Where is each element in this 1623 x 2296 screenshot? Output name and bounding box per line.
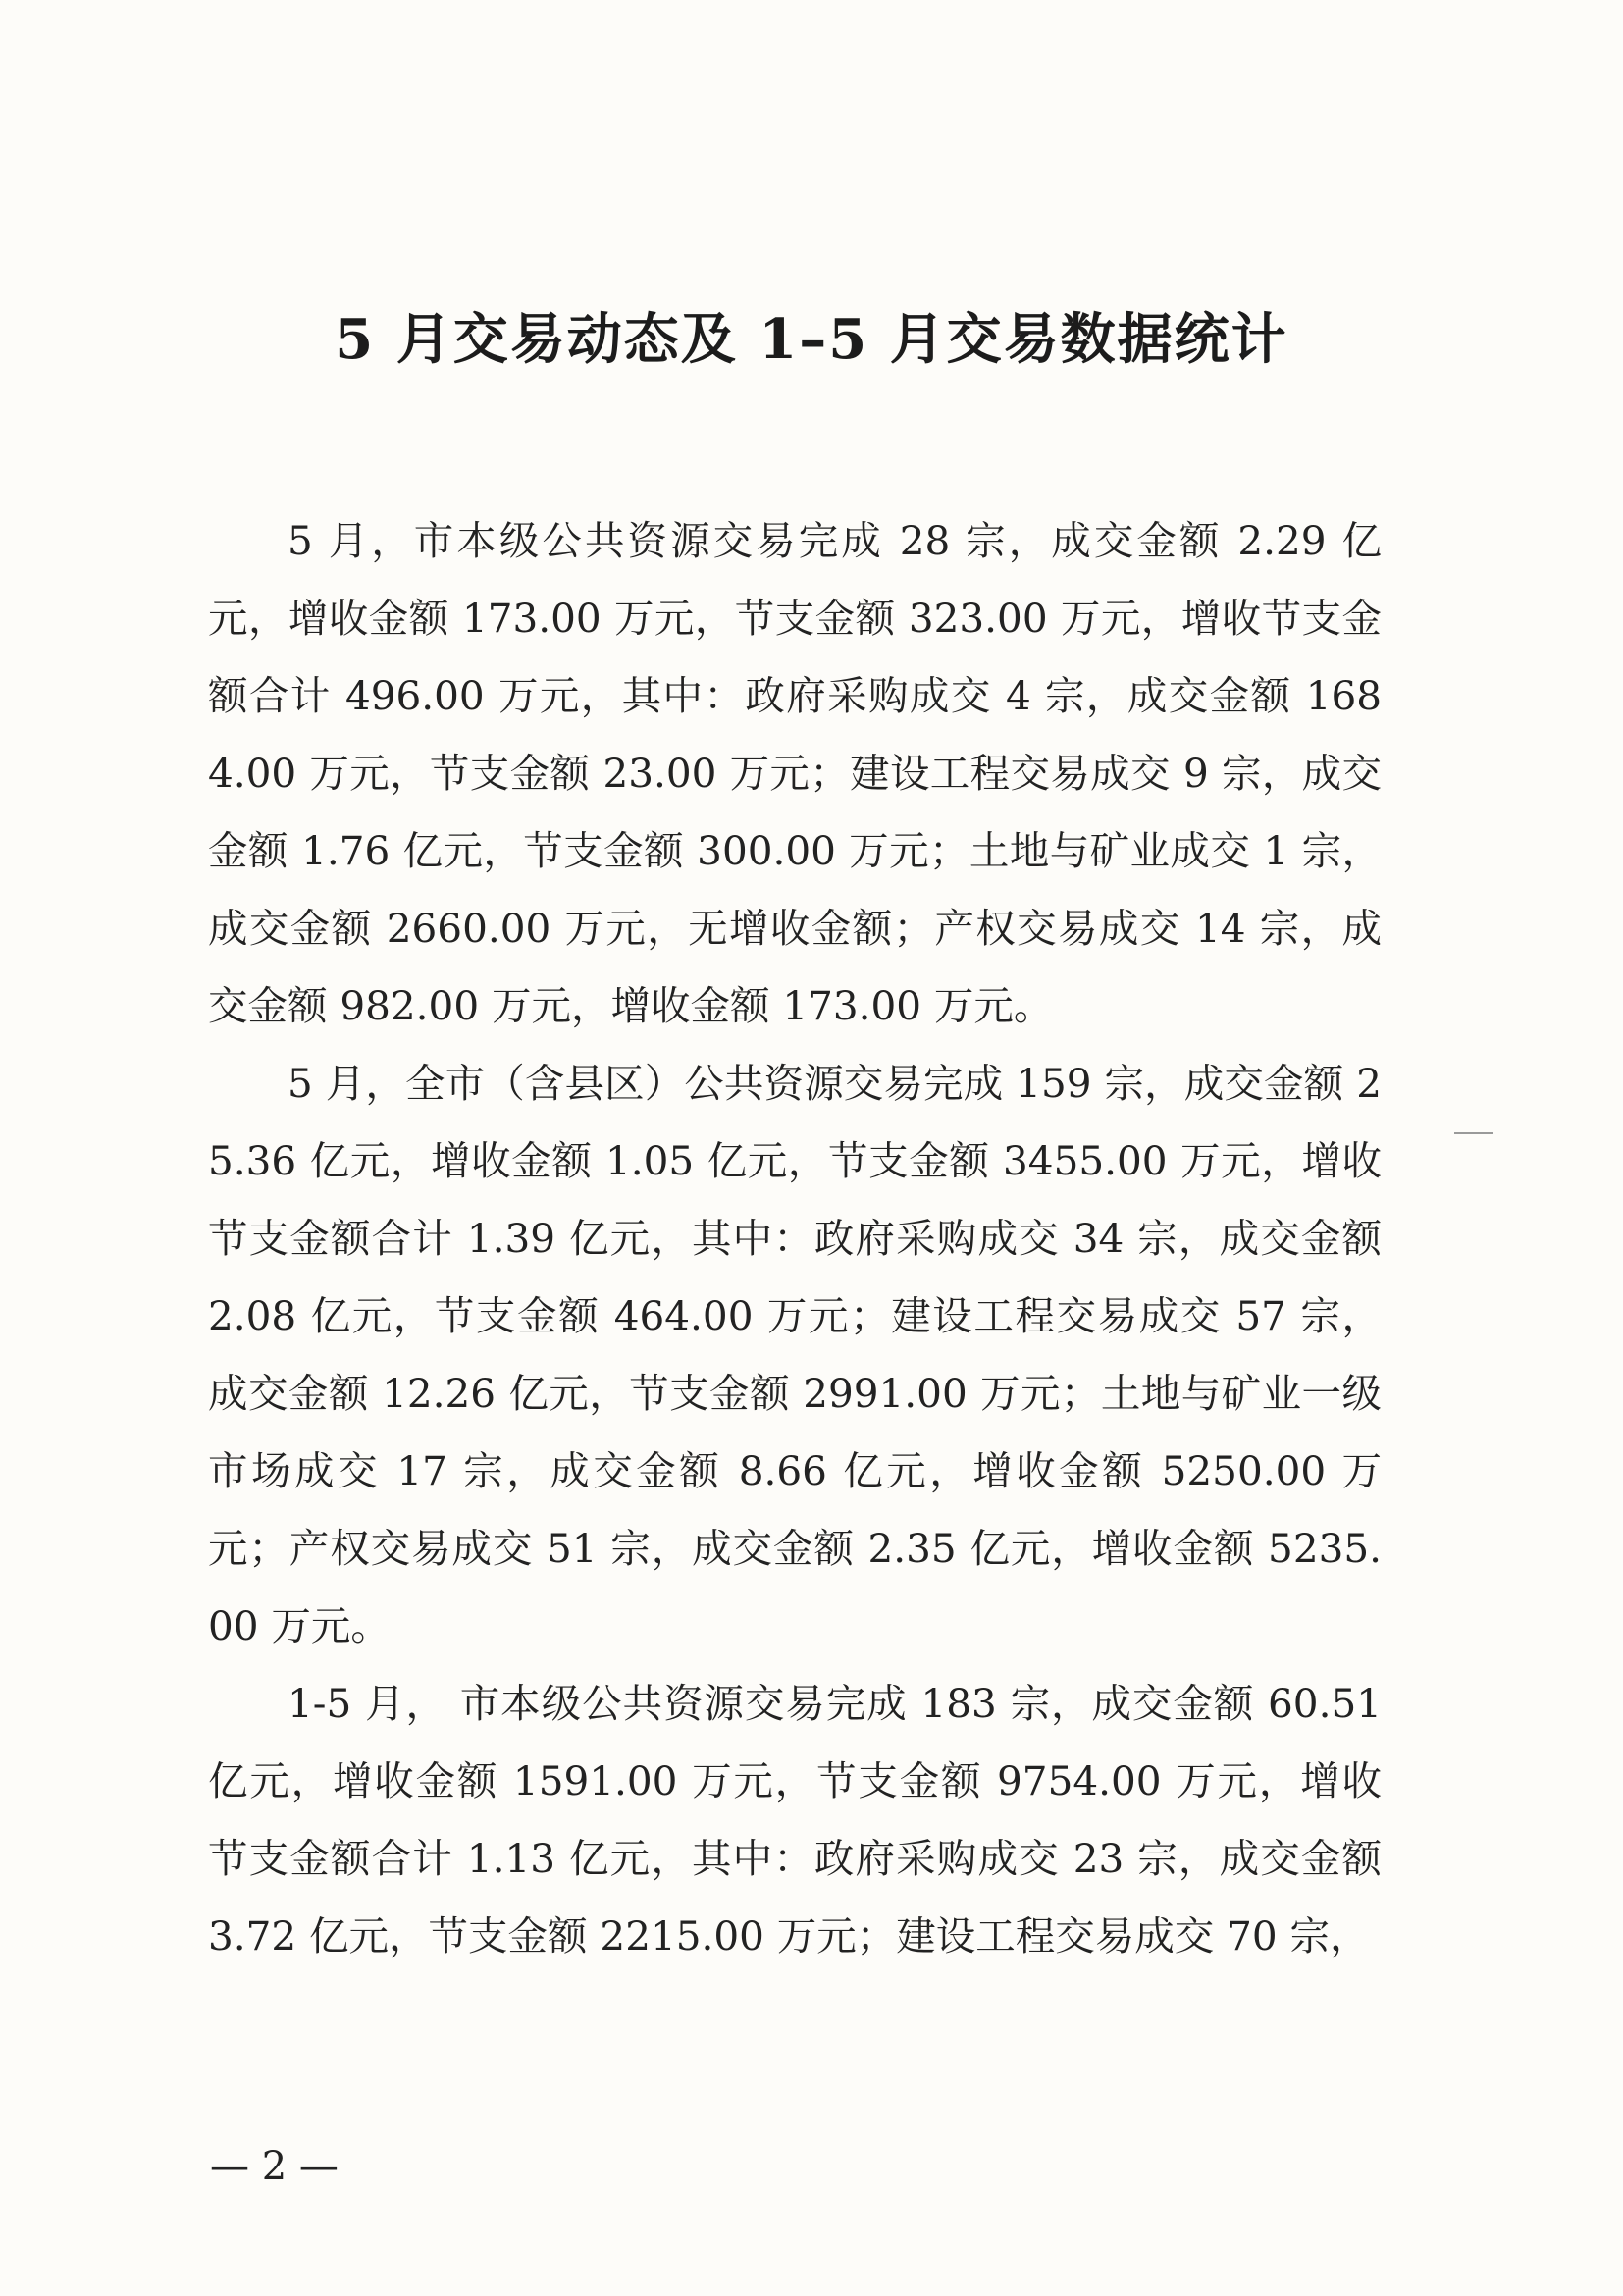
- paragraph-city-level-jan-may: 1-5 月， 市本级公共资源交易完成 183 宗，成交金额 60.51 亿元，增收金额 1591.00 万元，节支金额 9754.00 万元，增收节支金额合计 1.13 亿元，其中：政府采购成交 23 宗，成交金额 3.72 亿元，节支金额 2215.00 万元；建设工程交易成交 70 宗，: [208, 1680, 1382, 1959]
- margin-mark: [1454, 1132, 1493, 1134]
- paragraph-city-level-may: 5 月，市本级公共资源交易完成 28 宗，成交金额 2.29 亿元，增收金额 173.00 万元，节支金额 323.00 万元，增收节支金额合计 496.00 万元，其中：政府采购成交 4 宗，成交金额 1684.00 万元，节支金额 23.00 万元；建设工程交易成交 9 宗，成交金额 1.76 亿元，节支金额 300.00 万元；土地与矿业成交 1 宗，成交金额 2660.00 万元，无增收金额；产权交易成交 14 宗，成交金额 982.00 万元，增收金额 173.00 万元。: [208, 517, 1382, 1029]
- document-body: [208, 502, 1382, 1975]
- page-number: — 2 —: [210, 2144, 339, 2189]
- document-title: 5 月交易动态及 1–5 月交易数据统计: [335, 307, 1288, 372]
- paragraph-citywide-may: 5 月，全市（含县区）公共资源交易完成 159 宗，成交金额 25.36 亿元，增收金额 1.05 亿元，节支金额 3455.00 万元，增收节支金额合计 1.39 亿元，其中：政府采购成交 34 宗，成交金额 2.08 亿元，节支金额 464.00 万元；建设工程交易成交 57 宗，成交金额 12.26 亿元，节支金额 2991.00 万元；土地与矿业一级市场成交 17 宗，成交金额 8.66 亿元，增收金额 5250.00 万元；产权交易成交 51 宗，成交金额 2.35 亿元，增收金额 5235.00 万元。: [208, 1060, 1382, 1649]
